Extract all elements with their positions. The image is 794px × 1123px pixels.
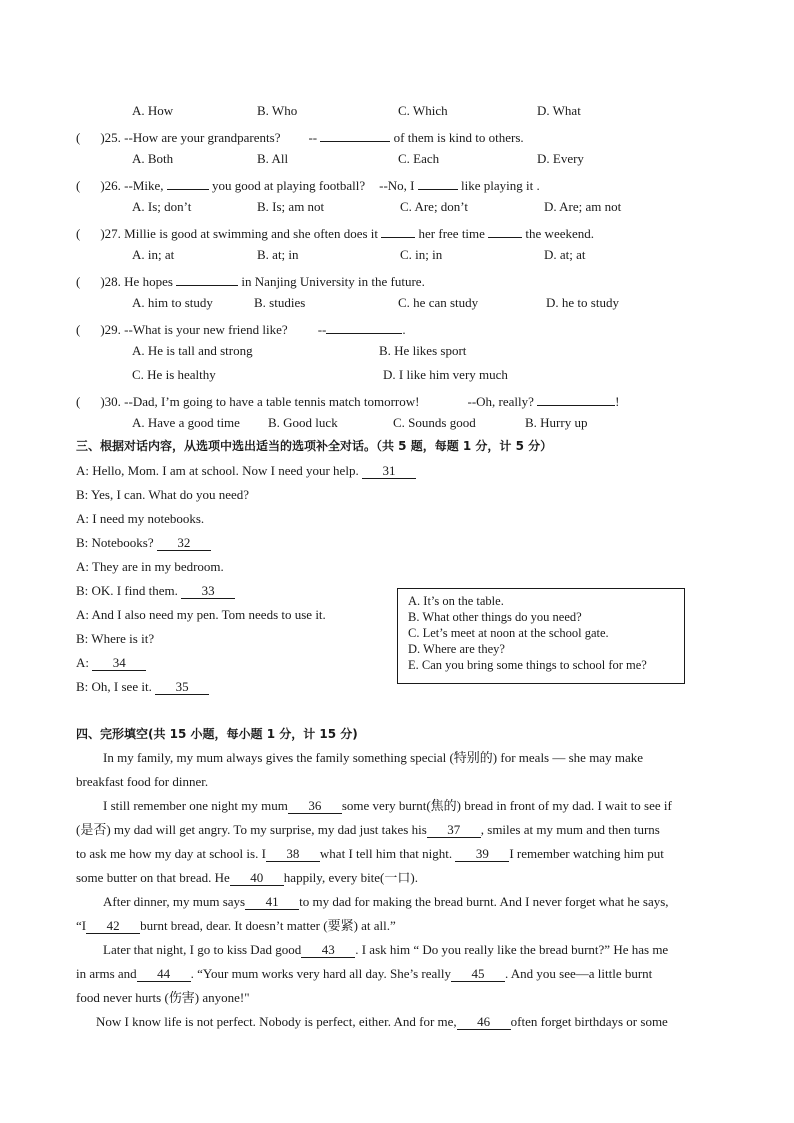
question-30 [76, 391, 620, 410]
passage-text: I still remember one night my mum [103, 798, 288, 813]
passage-text: I remember watching him put [509, 846, 664, 861]
dialogue-line [76, 583, 235, 599]
passage-text: often forget birthdays or some [510, 1014, 668, 1029]
dialogue-text: B: Yes, I can. What do you need? [76, 487, 250, 502]
question-29-text: )29. --What is your new friend like? [100, 322, 288, 337]
dialogue-line [76, 655, 146, 671]
passage-text: (是否) my dad will get angry. To my surprise, my dad just takes his [76, 822, 427, 837]
question-29-mid: -- [317, 322, 327, 337]
answer-blank: 36 [288, 799, 342, 814]
answer-blank: 32 [157, 536, 211, 551]
passage-text: . And you see—a little burnt [504, 966, 653, 981]
passage-line [76, 770, 716, 794]
passage-text: Now I know life is not perfect. Nobody is perfect, either. And for me, [96, 1014, 457, 1029]
answer-blank: 35 [155, 680, 209, 695]
passage-line [76, 746, 716, 770]
answer-paren: ( [76, 178, 81, 193]
question-26-mid: --No, I [379, 178, 415, 193]
q27-option-b: B. at; in [257, 247, 299, 262]
passage-text: to my dad for making the bread burnt. And I never forget what he says, [299, 894, 669, 909]
section-4-title: 四、完形填空(共 15 小题，每小题 1 分，计 15 分) [76, 727, 358, 741]
answer-blank [176, 271, 238, 286]
question-26-text: )26. --Mike, [100, 178, 164, 193]
answer-blank: 40 [230, 871, 284, 886]
passage-text: breakfast food for dinner. [76, 774, 209, 789]
passage-text: some very burnt(焦的) bread in front of my dad. I wait to see if [341, 798, 672, 813]
question-27-after2: the weekend. [525, 226, 595, 241]
options-box [397, 588, 685, 684]
answer-blank [418, 175, 458, 190]
dialogue-text: A: I need my notebooks. [76, 511, 205, 526]
dialogue-text: A: They are in my bedroom. [76, 559, 224, 574]
answer-blank [381, 223, 415, 238]
question-27-after1: her free time [418, 226, 485, 241]
dialogue-line [76, 631, 154, 647]
question-28 [76, 271, 425, 290]
answer-blank: 44 [137, 967, 191, 982]
dialogue-line [76, 535, 211, 551]
q25-option-a: A. Both [132, 151, 174, 166]
passage-text: In my family, my mum always gives the family something special (特别的) for meals — she may make [103, 750, 643, 765]
question-30-mid: --Oh, really? [467, 394, 534, 409]
answer-blank [320, 127, 390, 142]
box-option-c: C. Let’s meet at noon at the school gate. [408, 626, 609, 640]
q24-option-d: D. What [537, 103, 581, 118]
question-27-text: )27. Millie is good at swimming and she often does it [100, 226, 379, 241]
question-25 [76, 127, 524, 146]
passage-text: . I ask him “ Do you really like the bread burnt?” He has me [355, 942, 669, 957]
q26-option-b: B. Is; am not [257, 199, 325, 214]
dialogue-text: B: OK. I find them. [76, 583, 178, 598]
question-25-mid: -- [308, 130, 318, 145]
q30-option-b: B. Good luck [268, 415, 338, 430]
question-30-end: ! [615, 394, 620, 409]
passage-line [76, 986, 716, 1010]
q28-option-b: B. studies [254, 295, 306, 310]
q27-option-a: A. in; at [132, 247, 175, 262]
dialogue-text: B: Notebooks? [76, 535, 154, 550]
passage-line [76, 842, 716, 866]
answer-blank: 39 [455, 847, 509, 862]
answer-blank: 43 [301, 943, 355, 958]
passage-text: Later that night, I go to kiss Dad good [103, 942, 302, 957]
section-3-title: 三、根据对话内容，从选项中选出适当的选项补全对话。（共 5 题，每题 1 分，计 5 分） [76, 439, 553, 453]
passage-text: , smiles at my mum and then turns [480, 822, 660, 837]
q28-option-c: C. he can study [398, 295, 479, 310]
q25-option-d: D. Every [537, 151, 584, 166]
q24-option-b: B. Who [257, 103, 298, 118]
q28-option-a: A. him to study [132, 295, 213, 310]
dialogue-line [76, 559, 224, 575]
q30-option-c: C. Sounds good [393, 415, 476, 430]
passage-text: happily, every bite(一口). [283, 870, 418, 885]
q29-option-c: C. He is healthy [132, 367, 216, 382]
question-27 [76, 223, 594, 242]
dialogue-line [76, 679, 209, 695]
answer-blank [537, 391, 615, 406]
question-29: ( )29. --What is your new friend like? -- . [76, 319, 406, 338]
q30-option-d: B. Hurry up [525, 415, 588, 430]
passage-line [76, 914, 716, 938]
q25-option-c: C. Each [398, 151, 440, 166]
passage-line [76, 962, 716, 986]
q30-option-a: A. Have a good time [132, 415, 240, 430]
answer-blank: 37 [427, 823, 481, 838]
q24-option-a: A. How [132, 103, 174, 118]
q29-option-b: B. He likes sport [379, 343, 467, 358]
passage-line [76, 866, 716, 890]
passage-text: some butter on that bread. He [76, 870, 230, 885]
passage-text: After dinner, my mum says [103, 894, 246, 909]
passage-line [76, 890, 716, 914]
answer-paren: ( [76, 226, 81, 241]
passage-line [76, 818, 716, 842]
question-30-text: )30. --Dad, I’m going to have a table tennis match tomorrow! [100, 394, 420, 409]
question-26 [76, 175, 540, 194]
answer-paren: ( [76, 394, 81, 409]
answer-blank [488, 223, 522, 238]
answer-blank: 46 [457, 1015, 511, 1030]
question-26-after1: you good at playing football? [212, 178, 366, 193]
box-option-d: D. Where are they? [408, 642, 505, 656]
q27-option-c: C. in; in [400, 247, 443, 262]
passage-text: to ask me how my day at school is. I [76, 846, 266, 861]
box-option-a: A. It’s on the table. [408, 594, 504, 608]
question-25-after: of them is kind to others. [393, 130, 524, 145]
answer-paren: ( [76, 130, 81, 145]
answer-blank: 38 [266, 847, 320, 862]
passage-line [76, 794, 716, 818]
answer-blank: 42 [86, 919, 140, 934]
q26-option-a: A. Is; don’t [132, 199, 192, 214]
q25-option-b: B. All [257, 151, 289, 166]
q29-option-a: A. He is tall and strong [132, 343, 253, 358]
question-26-after2: like playing it . [461, 178, 540, 193]
question-28-after: in Nanjing University in the future. [241, 274, 425, 289]
passage-text: food never hurts (伤害) anyone!" [76, 990, 250, 1005]
q27-option-d: D. at; at [544, 247, 586, 262]
box-option-b: B. What other things do you need? [408, 610, 582, 624]
question-28-text: )28. He hopes [100, 274, 173, 289]
dialogue-line [76, 463, 416, 479]
passage-text: . “Your mum works very hard all day. She’s really [190, 966, 451, 981]
passage-text: what I tell him that night. [319, 846, 453, 861]
q28-option-d: D. he to study [546, 295, 619, 310]
answer-paren: ( [76, 322, 81, 337]
dialogue-line [76, 511, 204, 527]
answer-blank: 31 [362, 464, 416, 479]
passage-line [76, 1010, 716, 1034]
answer-blank: 34 [92, 656, 146, 671]
dialogue-line [76, 607, 326, 623]
question-25-text: )25. --How are your grandparents? [100, 130, 281, 145]
answer-paren: ( [76, 274, 81, 289]
passage-text: “I [76, 918, 87, 933]
dialogue-text: A: Hello, Mom. I am at school. Now I need your help. [76, 463, 359, 478]
answer-blank: 41 [245, 895, 299, 910]
q24-option-c: C. Which [398, 103, 448, 118]
q26-option-d: D. Are; am not [544, 199, 622, 214]
answer-blank: 45 [451, 967, 505, 982]
dialogue-text: A: And I also need my pen. Tom needs to use it. [76, 607, 326, 622]
answer-blank [167, 175, 209, 190]
answer-blank: 33 [181, 584, 235, 599]
answer-blank [326, 319, 402, 334]
dialogue-text: B: Where is it? [76, 631, 155, 646]
passage-line [76, 938, 716, 962]
dialogue-line [76, 487, 249, 503]
dialogue-text: B: Oh, I see it. [76, 679, 152, 694]
dialogue-text: A: [76, 655, 89, 670]
box-option-e: E. Can you bring some things to school for me? [408, 658, 647, 672]
passage-text: burnt bread, dear. It doesn’t matter (要紧) at all.” [140, 918, 396, 933]
q29-option-d: D. I like him very much [383, 367, 508, 382]
passage-text: in arms and [76, 966, 137, 981]
q26-option-c: C. Are; don’t [400, 199, 469, 214]
